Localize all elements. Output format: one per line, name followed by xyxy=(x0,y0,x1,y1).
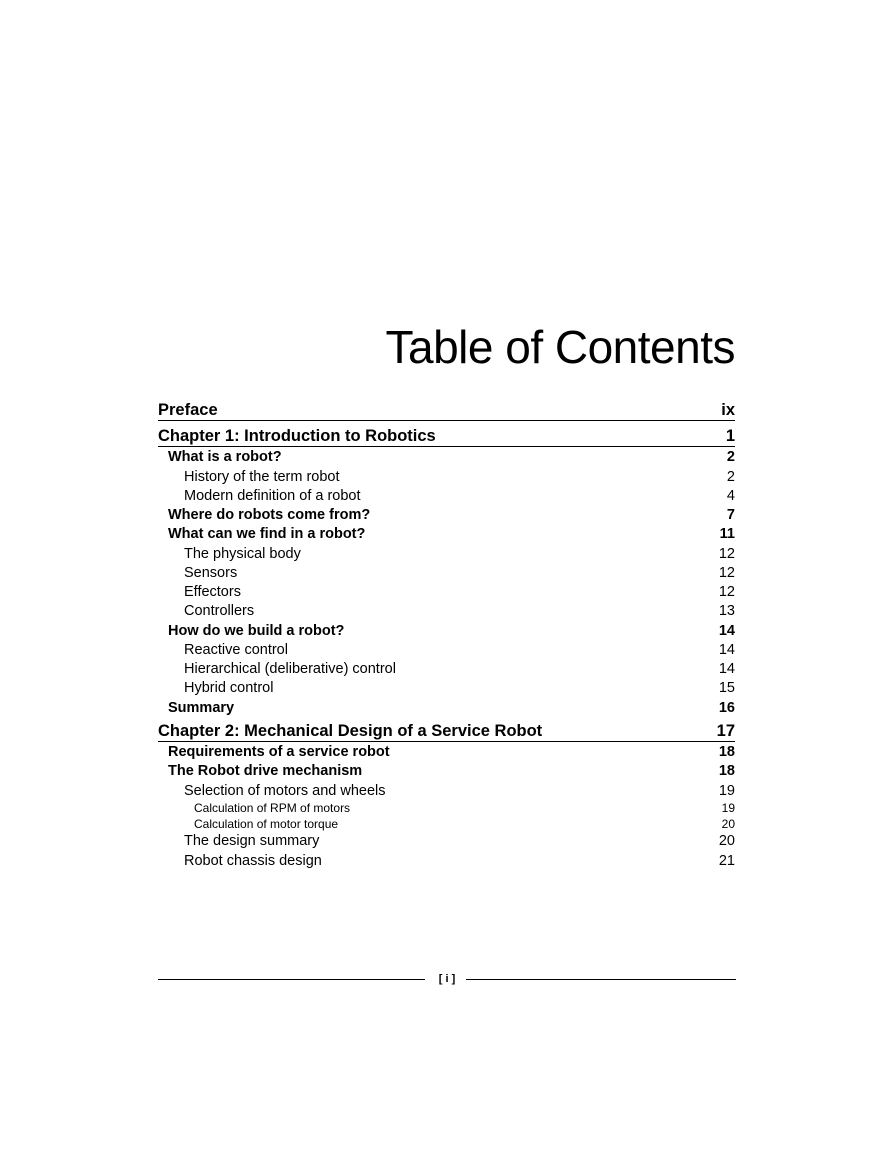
toc-entry[interactable] xyxy=(158,602,735,621)
toc-entry-page: 16 xyxy=(718,700,735,716)
toc-entry[interactable] xyxy=(158,699,735,718)
toc-entry[interactable] xyxy=(158,816,735,832)
toc-entry[interactable] xyxy=(158,564,735,583)
toc-entry-title: Summary xyxy=(168,700,235,716)
toc-entry[interactable] xyxy=(158,679,735,698)
toc-entry-page: 1 xyxy=(725,427,735,445)
toc-entry[interactable] xyxy=(158,622,735,641)
toc-entry-chapter-1[interactable] xyxy=(158,426,735,447)
toc-entry-title: What is a robot? xyxy=(168,449,282,465)
toc-entry-page: 18 xyxy=(718,744,735,760)
toc-entry-title: Hierarchical (deliberative) control xyxy=(184,661,396,677)
toc-entry-page: 20 xyxy=(718,833,735,849)
toc-entry-page: 18 xyxy=(718,763,735,779)
footer-page-number: [ i ] xyxy=(438,973,456,985)
toc-entry[interactable] xyxy=(158,800,735,816)
toc-entry-page: 7 xyxy=(726,507,735,523)
toc-entry[interactable] xyxy=(158,852,735,871)
toc-entry-title: Effectors xyxy=(184,584,241,600)
toc-entry[interactable] xyxy=(158,660,735,679)
toc-entry-title: Requirements of a service robot xyxy=(168,744,390,760)
toc-entry-page: 17 xyxy=(716,722,735,740)
toc-entry[interactable] xyxy=(158,525,735,544)
toc-entry[interactable] xyxy=(158,468,735,487)
toc-entry-title: Chapter 2: Mechanical Design of a Service Robot xyxy=(158,722,543,740)
toc-entry-title: The Robot drive mechanism xyxy=(168,763,363,779)
toc-entry-title: Sensors xyxy=(184,565,238,581)
toc-entry-page: 12 xyxy=(718,546,735,562)
toc-entry-page: 14 xyxy=(718,623,735,639)
toc-entry-page: 19 xyxy=(721,801,735,815)
toc-entry-title: Selection of motors and wheels xyxy=(184,783,386,799)
toc-entry-page: 19 xyxy=(718,783,735,799)
toc-entry-title: Controllers xyxy=(184,603,255,619)
toc-entry-title: Where do robots come from? xyxy=(168,507,371,523)
toc-entry-title: The design summary xyxy=(184,833,320,849)
toc-entry-title: Calculation of motor torque xyxy=(194,817,339,831)
toc-entry-page: 20 xyxy=(721,817,735,831)
toc-entry-title: Preface xyxy=(158,401,218,419)
toc-entry-title: History of the term robot xyxy=(184,469,340,485)
toc-entry-page: 13 xyxy=(718,603,735,619)
toc-entry[interactable] xyxy=(158,448,735,467)
toc-entry-page: 4 xyxy=(726,488,735,504)
toc-entry-page: 12 xyxy=(718,584,735,600)
toc-entry[interactable] xyxy=(158,641,735,660)
page-footer xyxy=(158,971,736,989)
toc-entry-title: The physical body xyxy=(184,546,301,562)
footer-rule-right xyxy=(466,979,736,980)
toc-entry-title: Chapter 1: Introduction to Robotics xyxy=(158,427,436,445)
toc-entry-title: Reactive control xyxy=(184,642,288,658)
toc-entry-page: 2 xyxy=(726,449,735,465)
toc-entry-title: How do we build a robot? xyxy=(168,623,345,639)
toc-entry-chapter-2[interactable] xyxy=(158,721,735,742)
toc-entry-title: What can we find in a robot? xyxy=(168,526,366,542)
toc-entry-page: 21 xyxy=(718,853,735,869)
toc-entry[interactable] xyxy=(158,487,735,506)
toc-entry[interactable] xyxy=(158,782,735,801)
toc-entry-page: 11 xyxy=(719,526,735,542)
toc-entry-page: 14 xyxy=(718,642,735,658)
page-title: Table of Contents xyxy=(385,321,735,373)
toc-entry[interactable] xyxy=(158,506,735,525)
toc-entry-title: Modern definition of a robot xyxy=(184,488,361,504)
toc-entry[interactable] xyxy=(158,762,735,781)
toc-entry-page: 2 xyxy=(726,469,735,485)
toc-entry-page: ix xyxy=(721,401,735,419)
toc-entry[interactable] xyxy=(158,545,735,564)
toc-entry[interactable] xyxy=(158,832,735,851)
toc-entry-title: Hybrid control xyxy=(184,680,274,696)
toc-entry-preface[interactable] xyxy=(158,400,735,421)
toc-entry[interactable] xyxy=(158,583,735,602)
toc-entry-page: 12 xyxy=(718,565,735,581)
toc-entry-page: 14 xyxy=(718,661,735,677)
toc-entry-page: 15 xyxy=(718,680,735,696)
toc-entry-title: Robot chassis design xyxy=(184,853,322,869)
toc-entry-title: Calculation of RPM of motors xyxy=(194,801,351,815)
toc-entry[interactable] xyxy=(158,743,735,762)
